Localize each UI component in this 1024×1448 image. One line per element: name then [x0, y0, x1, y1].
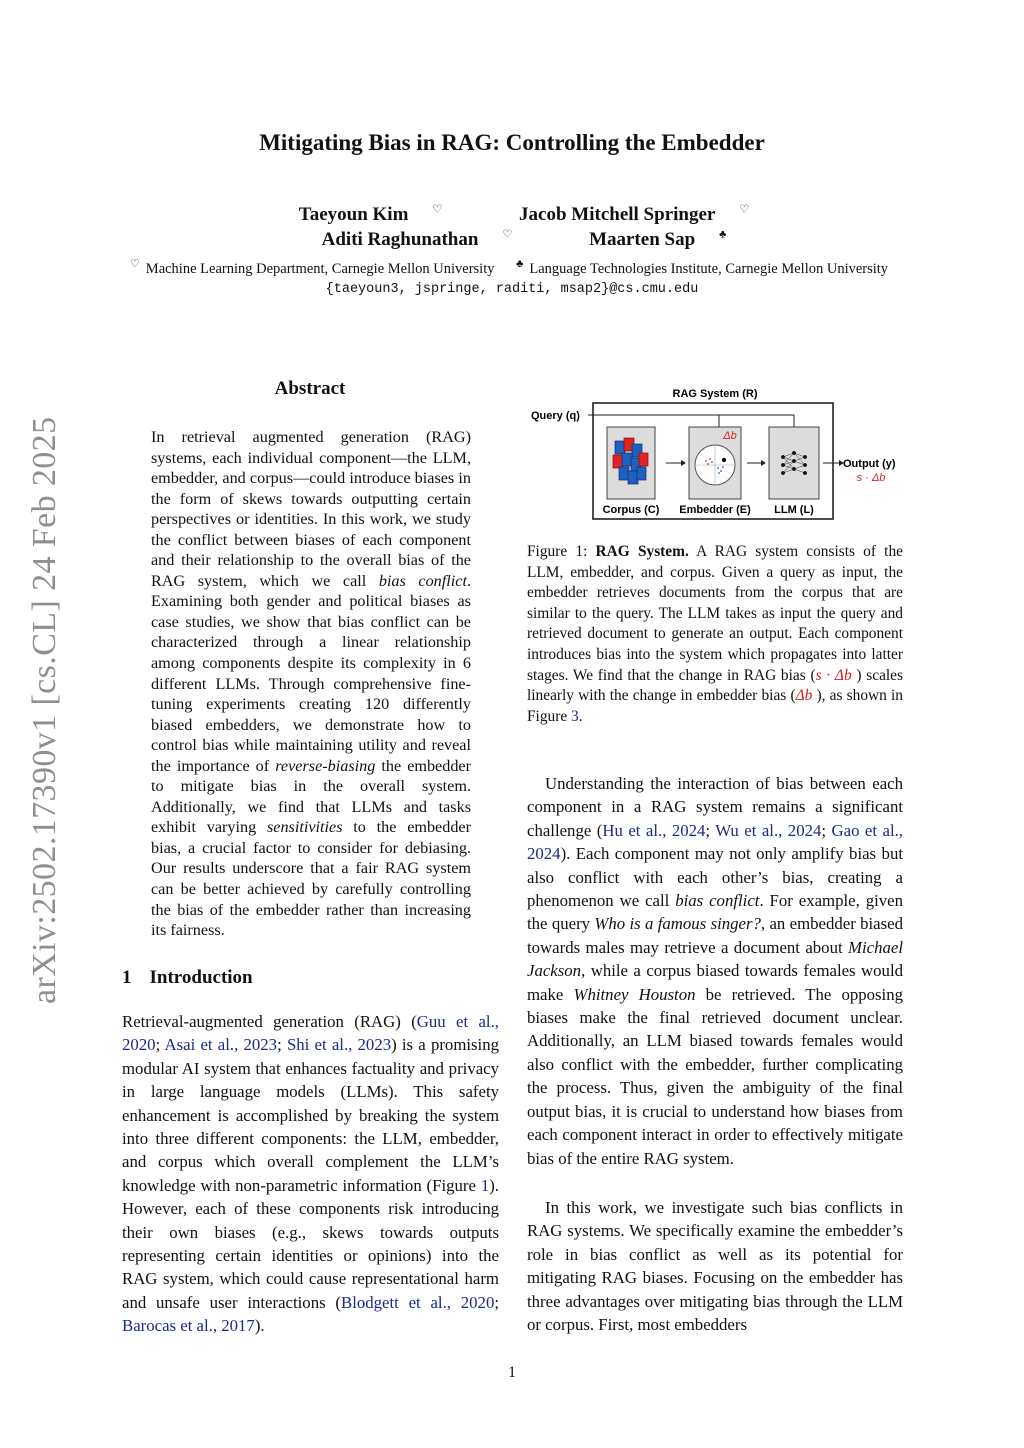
author-line-1 [0, 203, 1024, 226]
author-name: Taeyoun Kim ♡ [298, 204, 443, 226]
citation-link[interactable]: Shi et al., 2023 [286, 1035, 392, 1055]
citation-link[interactable]: Blodgett et al., 2020 [341, 1292, 495, 1312]
intro-paragraph: Retrieval-augmented generation (RAG) (Guu et al., 2020; Asai et al., 2023; Shi et al., 2023) is a promising modular AI system that enhances factuality and privacy in large language models (LLMs). This safety enhancement is accomplished by breaking the system into three different components: the LLM, embedder, and corpus which overall complement the LLM’s knowledge with non-parametric information (Figure 1). However, each of these components risk introducing their own biases (e.g., skews towards outputs representing certain identities or opinions) into the RAG system, which could cause representational harm and unsafe user interactions (Blodgett et al., 2020; Barocas et al., 2017). [122, 1012, 500, 1336]
output-bias-label: s · Δb [856, 472, 886, 484]
citation-link[interactable]: Barocas et al., 2017 [122, 1316, 255, 1336]
query-label: Query (q) [531, 410, 580, 422]
corpus-label: Corpus (C) [602, 504, 660, 516]
page-number: 1 [508, 1364, 516, 1381]
figure-ref-link[interactable]: 3 [571, 707, 579, 725]
llm-label: LLM (L) [774, 504, 814, 516]
figure-caption: Figure 1: RAG System. A RAG system consists of the LLM, embedder, and corpus. Given a query as input, the embedder retrieves documents from the corpus that are similar to the query. The LLM takes as input the query and retrieved document to generate an output. Each component introduces bias into the system which propagates into latter stages. We find that the change in RAG bias (s · Δb ) scales linearly with the change in embedder bias (Δb ), as shown in Figure 3. [527, 543, 903, 725]
author-line-2 [0, 228, 1024, 251]
output-label: Output (y) [843, 458, 896, 470]
author-name: Maarten Sap ♣ [589, 229, 727, 251]
citation-link[interactable]: Hu et al., 2024 [602, 820, 706, 840]
embedding-space-icon [695, 445, 735, 485]
citation-link[interactable]: Wu et al., 2024 [715, 820, 822, 840]
embedder-label: Embedder (E) [679, 504, 751, 516]
delta-b-label: Δb [723, 430, 737, 442]
author-emails: {taeyoun3, jspringe, raditi, msap2}@cs.cmu.edu [325, 282, 699, 297]
author-name: Jacob Mitchell Springer ♡ [519, 204, 750, 226]
citation-link[interactable]: Gao et al., 2024 [527, 820, 903, 864]
abstract-heading: Abstract [274, 378, 346, 399]
body-paragraph: Understanding the interaction of bias between each component in a RAG system remains a significant challenge (Hu et al., 2024; Wu et al., 2024; Gao et al., 2024). Each component may not only amplify bias but also conflict with each other’s bias, creating a phenomenon we call bias conflict. For example, given the query Who is a famous singer?, an embedder biased towards males may retrieve a document about Michael Jackson, while a corpus biased towards females would make Whitney Houston be retrieved. The opposing biases make the final retrieved document unclear. Additionally, an LLM biased towards females would also conflict with the embedder, further complicating the process. Thus, given the ambiguity of the final output bias, it is crucial to understand how biases from each component interact in order to effectively mitigate bias of the entire RAG system. [527, 774, 903, 1168]
body-paragraph: In this work, we investigate such bias conflicts in RAG systems. We specifically examine the embedder’s role in bias conflict as well as its potential for mitigating RAG biases. Focusing on the embedder has three advantages over mitigating bias through the LLM or corpus. First, most embedders [527, 1198, 903, 1335]
abstract-text: In retrieval augmented generation (RAG) systems, each individual component—the LLM, embedder, and corpus—could introduce biases in the form of skews towards outputting certain perspectives or identities. In this work, we study the conflict between biases of each component and their relationship to the overall bias of the RAG system, which we call bias conflict. Examining both gender and political biases as case studies, we show that bias conflict can be characterized through a linear relationship among components despite its complexity in 6 different LLMs. Through comprehensive fine-tuning experiments creating 120 differently biased embedders, we demonstrate how to control bias while maintaining utility and reveal the importance of reverse-biasing the embedder to mitigate bias in the overall system. Additionally, we find that LLMs and tasks exhibit varying sensitivities to the embedder bias, a crucial factor to consider for debiasing. Our results underscore that a fair RAG system can be better achieved by carefully controlling the bias of the embedder rather than increasing its fairness. [151, 428, 472, 940]
citation-link[interactable]: Asai et al., 2023 [164, 1035, 278, 1055]
affiliations: ♡ Machine Learning Department, Carnegie Mellon University ♣ Language Technologies Institute, Carnegie Mellon University [129, 258, 889, 277]
paper-title: Mitigating Bias in RAG: Controlling the Embedder [259, 130, 765, 155]
arxiv-watermark: arXiv:2502.17390v1 [cs.CL] 24 Feb 2025 [26, 416, 63, 1004]
figure-ref-link[interactable]: 1 [480, 1175, 490, 1195]
citation-link[interactable]: Guu et al., 2020 [122, 1012, 499, 1055]
rag-system-figure [527, 383, 907, 523]
section-heading: 1 Introduction [122, 967, 253, 988]
system-label: RAG System (R) [672, 388, 758, 400]
author-name: Aditi Raghunathan ♡ [321, 229, 513, 251]
